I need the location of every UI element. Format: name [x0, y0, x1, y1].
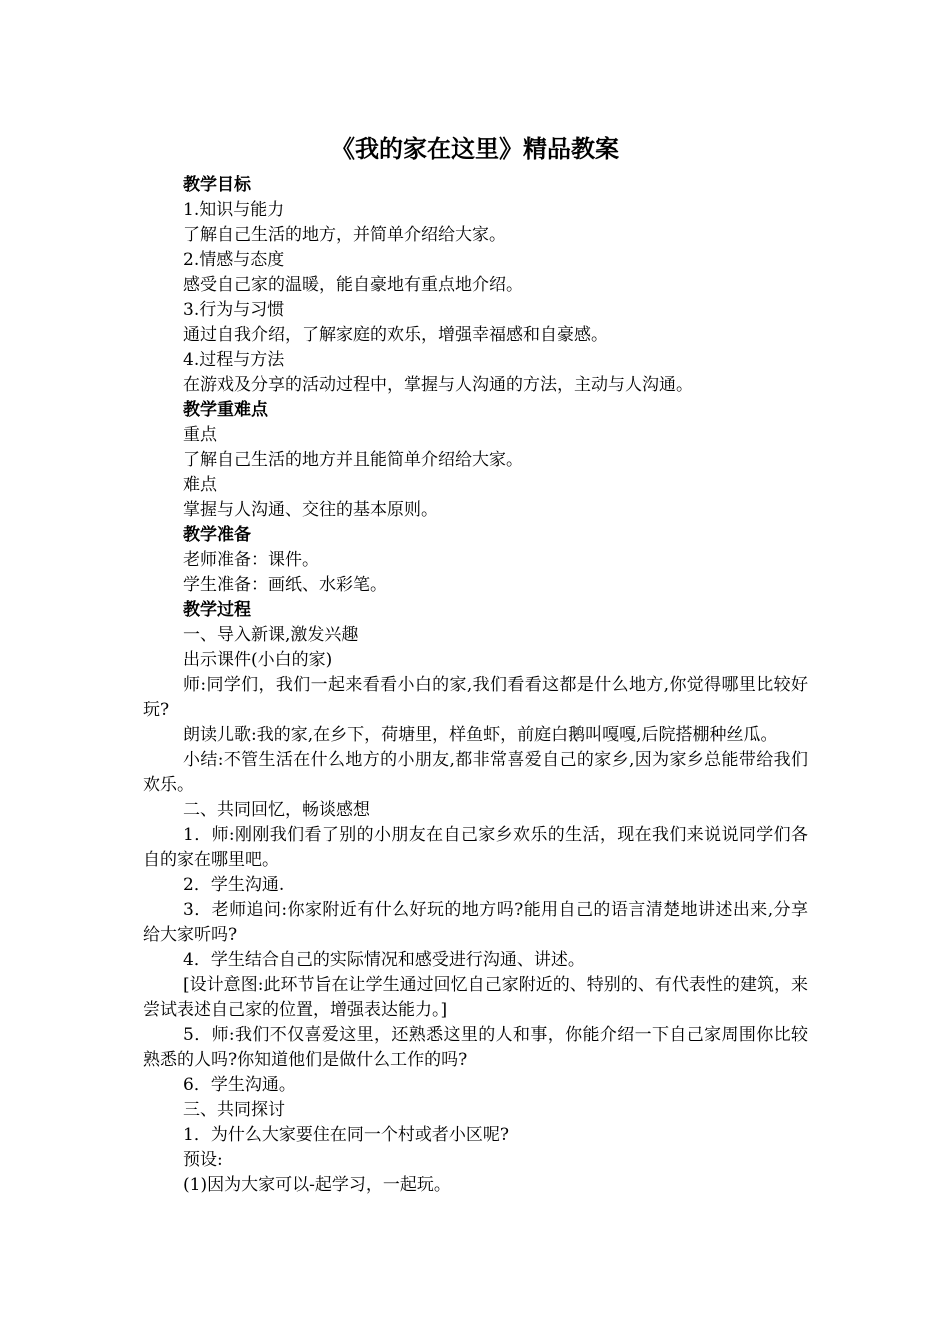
- paragraph: 3．老师追问:你家附近有什么好玩的地方吗?能用自己的语言清楚地讲述出来,分享给大家听吗?: [143, 900, 808, 945]
- text-line: 出示课件(小白的家): [183, 650, 333, 670]
- text-line: 感受自己家的温暖，能自豪地有重点地介绍。: [183, 275, 523, 295]
- text-line: 一、导入新课,激发兴趣: [183, 625, 359, 645]
- text-line: 2.情感与态度: [183, 250, 285, 270]
- text-line: 重点: [183, 425, 217, 445]
- text-line: 通过自我介绍，了解家庭的欢乐，增强幸福感和自豪感。: [183, 325, 608, 345]
- paragraph: [设计意图:此环节旨在让学生通过回忆自己家附近的、特别的、有代表性的建筑，来尝试表述自己家的位置，增强表达能力。]: [143, 975, 808, 1020]
- section-heading-preparation: 教学准备: [183, 525, 251, 545]
- text-line: 二、共同回忆，畅谈感想: [183, 800, 370, 820]
- section-heading-objectives: 教学目标: [183, 175, 251, 195]
- text-line: 在游戏及分享的活动过程中，掌握与人沟通的方法，主动与人沟通。: [183, 375, 693, 395]
- paragraph: 1．师:刚刚我们看了别的小朋友在自己家乡欢乐的生活，现在我们来说说同学们各自的家在哪里吧。: [143, 825, 808, 870]
- text-line: 了解自己生活的地方并且能简单介绍给大家。: [183, 450, 523, 470]
- section-heading-key-points: 教学重难点: [183, 400, 268, 420]
- text-line: 4．学生结合自己的实际情况和感受进行沟通、讲述。: [183, 950, 585, 970]
- text-line: 老师准备：课件。: [183, 550, 319, 570]
- document-body: [143, 173, 808, 1198]
- paragraph: 小结:不管生活在什么地方的小朋友,都非常喜爱自己的家乡,因为家乡总能带给我们欢乐。: [143, 750, 808, 795]
- text-line: 预设:: [183, 1150, 223, 1170]
- text-line: 学生准备：画纸、水彩笔。: [183, 575, 387, 595]
- text-line: 6．学生沟通。: [183, 1075, 296, 1095]
- text-line: 1．为什么大家要住在同一个村或者小区呢?: [183, 1125, 509, 1145]
- text-line: 掌握与人沟通、交往的基本原则。: [183, 500, 438, 520]
- text-line: 4.过程与方法: [183, 350, 285, 370]
- text-line: 2．学生沟通.: [183, 875, 285, 895]
- text-line: 1.知识与能力: [183, 200, 285, 220]
- text-line: 难点: [183, 475, 217, 495]
- paragraph: 师:同学们，我们一起来看看小白的家,我们看看这都是什么地方,你觉得哪里比较好玩?: [143, 675, 808, 720]
- paragraph: 朗读儿歌:我的家,在乡下，荷塘里，样鱼虾，前庭白鹅叫嘎嘎,后院搭棚种丝瓜。: [183, 725, 778, 745]
- document-title: 《我的家在这里》精品教案: [331, 135, 619, 163]
- text-line: 了解自己生活的地方，并简单介绍给大家。: [183, 225, 506, 245]
- section-heading-process: 教学过程: [183, 600, 251, 620]
- paragraph: 5．师:我们不仅喜爱这里，还熟悉这里的人和事，你能介绍一下自己家周围你比较熟悉的人吗?你知道他们是做什么工作的吗?: [143, 1025, 808, 1070]
- text-line: (1)因为大家可以-起学习，一起玩。: [183, 1175, 451, 1195]
- text-line: 三、共同探讨: [183, 1100, 285, 1120]
- text-line: 3.行为与习惯: [183, 300, 285, 320]
